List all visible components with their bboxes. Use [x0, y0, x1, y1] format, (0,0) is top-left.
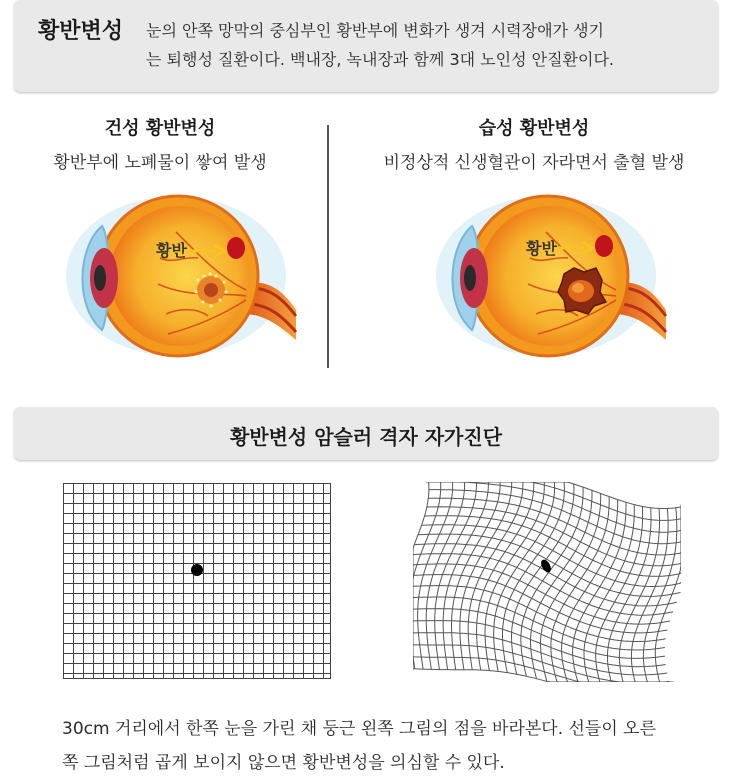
- footer-line-1: 30cm 거리에서 한쪽 눈을 가린 채 둥근 왼쪽 그림의 점을 바라본다. 선들이 오른: [62, 719, 657, 739]
- wet-macula-label: 황반: [526, 239, 557, 258]
- definition-box: [14, 0, 718, 92]
- dry-eye-illustration-icon: [48, 188, 298, 358]
- footer-line-2: 쪽 그림처럼 곱게 보이지 않으면 황반변성을 의심할 수 있다.: [62, 753, 505, 773]
- definition-line-2: 는 퇴행성 질환이다. 백내장, 녹내장과 함께 3대 노인성 안질환이다.: [146, 50, 614, 69]
- amsler-title-box: [14, 407, 718, 460]
- amsler-grid-normal-icon: [63, 483, 331, 679]
- column-divider: [327, 125, 329, 368]
- wet-amd-title: 습성 황반변성: [478, 118, 590, 139]
- amsler-title: 황반변성 암슬러 격자 자가진단: [229, 425, 503, 449]
- wet-eye-illustration-icon: [418, 188, 668, 358]
- definition-line-1: 눈의 안쪽 망막의 중심부인 황반부에 변화가 생겨 시력장애가 생기: [146, 21, 605, 40]
- amsler-grid-distorted-icon: [413, 482, 681, 682]
- dry-macula-label: 황반: [156, 241, 187, 260]
- dry-amd-title: 건성 황반변성: [104, 118, 216, 139]
- definition-term: 황반변성: [38, 19, 124, 44]
- wet-amd-subtitle: 비정상적 신생혈관이 자라면서 출혈 발생: [383, 153, 685, 173]
- dry-amd-subtitle: 황반부에 노폐물이 쌓여 발생: [53, 153, 267, 173]
